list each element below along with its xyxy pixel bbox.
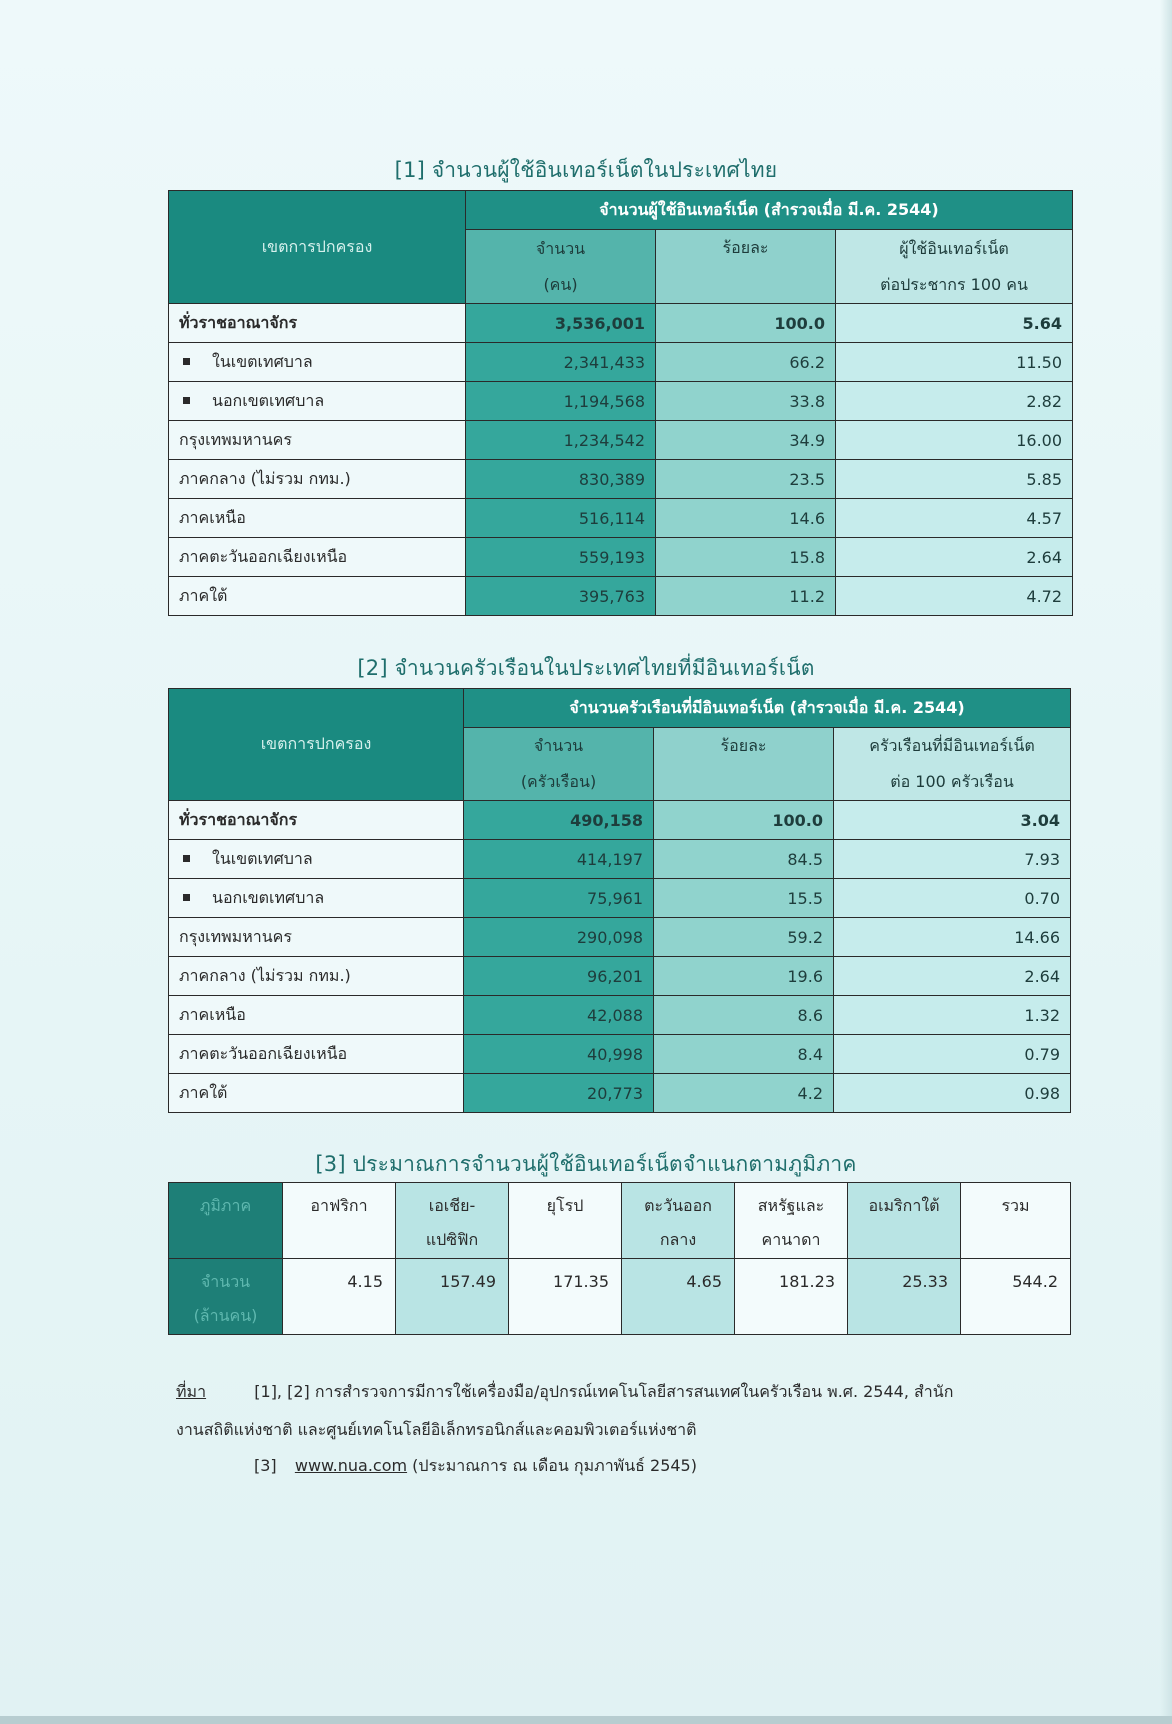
region-column-header: เขตการปกครอง — [169, 191, 466, 304]
row-label: กรุงเทพมหานคร — [169, 421, 466, 460]
table1-title: [1] จำนวนผู้ใช้อินเทอร์เน็ตในประเทศไทย — [394, 158, 778, 182]
row-label: ภาคกลาง (ไม่รวม กทม.) — [169, 957, 464, 996]
ratio-cell: 2.64 — [834, 957, 1071, 996]
per-capita-header: ผู้ใช้อินเทอร์เน็ต ต่อประชากร 100 คน — [836, 230, 1073, 304]
table2-title: [2] จำนวนครัวเรือนในประเทศไทยที่มีอินเทอร์เน็ต — [357, 656, 815, 680]
bullet-icon — [183, 397, 190, 404]
bullet-icon — [183, 855, 190, 862]
scan-bottom-edge — [0, 1716, 1172, 1724]
ratio-cell: 3.04 — [834, 801, 1071, 840]
percent-cell: 8.4 — [654, 1035, 834, 1074]
ratio-cell: 0.79 — [834, 1035, 1071, 1074]
table-row — [169, 918, 1071, 957]
per-household-header: ครัวเรือนที่มีอินเทอร์เน็ต ต่อ 100 ครัวเรือน — [834, 728, 1071, 801]
region-value: 544.2 — [961, 1259, 1071, 1335]
source-line-2: งานสถิติแห่งชาติ และศูนย์เทคโนโลยีอิเล็กทรอนิกส์และคอมพิวเตอร์แห่งชาติ — [176, 1420, 697, 1439]
table-row — [169, 996, 1071, 1035]
percent-cell: 100.0 — [656, 304, 836, 343]
percent-header: ร้อยละ — [656, 230, 836, 304]
count-cell: 3,536,001 — [466, 304, 656, 343]
table-row — [169, 879, 1071, 918]
percent-cell: 14.6 — [656, 499, 836, 538]
table-row — [169, 801, 1071, 840]
region-value: 181.23 — [735, 1259, 848, 1335]
percent-cell: 84.5 — [654, 840, 834, 879]
row-label: ในเขตเทศบาล — [169, 343, 466, 382]
ratio-cell: 2.82 — [836, 382, 1073, 421]
region-value: 4.65 — [622, 1259, 735, 1335]
row-label: ภาคใต้ — [169, 1074, 464, 1113]
source-label: ที่มา — [176, 1382, 207, 1401]
count-cell: 414,197 — [464, 840, 654, 879]
count-cell: 290,098 — [464, 918, 654, 957]
count-cell: 395,763 — [466, 577, 656, 616]
ratio-cell: 0.70 — [834, 879, 1071, 918]
table-row — [169, 957, 1071, 996]
table-row — [169, 382, 1073, 421]
source-text-1: [1], [2] การสำรวจการมีการใช้เครื่องมือ/อุปกรณ์เทคโนโลยีสารสนเทศในครัวเรือน พ.ศ. 2544, สำนัก — [254, 1382, 954, 1401]
percent-cell: 34.9 — [656, 421, 836, 460]
count-cell: 40,998 — [464, 1035, 654, 1074]
table-row — [169, 1035, 1071, 1074]
region-header: สหรัฐและ คานาดา — [735, 1183, 848, 1259]
count-cell: 559,193 — [466, 538, 656, 577]
percent-cell: 33.8 — [656, 382, 836, 421]
count-cell: 490,158 — [464, 801, 654, 840]
count-cell: 42,088 — [464, 996, 654, 1035]
region-header: เอเชีย- แปซิฟิก — [396, 1183, 509, 1259]
percent-cell: 23.5 — [656, 460, 836, 499]
percent-cell: 15.5 — [654, 879, 834, 918]
region-value: 4.15 — [283, 1259, 396, 1335]
ratio-cell: 2.64 — [836, 538, 1073, 577]
ratio-cell: 7.93 — [834, 840, 1071, 879]
table-row — [169, 577, 1073, 616]
percent-cell: 15.8 — [656, 538, 836, 577]
ratio-cell: 4.57 — [836, 499, 1073, 538]
count-cell: 75,961 — [464, 879, 654, 918]
ratio-cell: 5.64 — [836, 304, 1073, 343]
region-value: 157.49 — [396, 1259, 509, 1335]
row-label: ภาคเหนือ — [169, 996, 464, 1035]
ratio-cell: 11.50 — [836, 343, 1073, 382]
row-label: ในเขตเทศบาล — [169, 840, 464, 879]
source-link[interactable]: www.nua.com — [294, 1456, 408, 1475]
count-cell: 20,773 — [464, 1074, 654, 1113]
scan-edge — [1160, 0, 1172, 1724]
percent-cell: 4.2 — [654, 1074, 834, 1113]
count-cell: 830,389 — [466, 460, 656, 499]
percent-cell: 59.2 — [654, 918, 834, 957]
bullet-icon — [183, 894, 190, 901]
percent-cell: 8.6 — [654, 996, 834, 1035]
row-label: นอกเขตเทศบาล — [169, 382, 466, 421]
count-cell: 2,341,433 — [466, 343, 656, 382]
source-line-3: [3] www.nua.com (ประมาณการ ณ เดือน กุมภาพันธ์ 2545) — [254, 1456, 697, 1475]
group-header: จำนวนครัวเรือนที่มีอินเทอร์เน็ต (สำรวจเมื่อ มี.ค. 2544) — [464, 689, 1071, 728]
row-label: ภาคตะวันออกเฉียงเหนือ — [169, 1035, 464, 1074]
group-header: จำนวนผู้ใช้อินเทอร์เน็ต (สำรวจเมื่อ มี.ค. 2544) — [466, 191, 1073, 230]
ratio-cell: 1.32 — [834, 996, 1071, 1035]
count-header: จำนวน (คน) — [466, 230, 656, 304]
percent-cell: 66.2 — [656, 343, 836, 382]
ratio-cell: 4.72 — [836, 577, 1073, 616]
regional-estimate-table — [168, 1182, 1071, 1335]
percent-header: ร้อยละ — [654, 728, 834, 801]
row-label: ภาคเหนือ — [169, 499, 466, 538]
row-label: ทั่วราชอาณาจักร — [169, 801, 464, 840]
region-value: 171.35 — [509, 1259, 622, 1335]
region-header: ตะวันออก กลาง — [622, 1183, 735, 1259]
table-row — [169, 1074, 1071, 1113]
region-header: อเมริกาใต้ — [848, 1183, 961, 1259]
ratio-cell: 16.00 — [836, 421, 1073, 460]
percent-cell: 11.2 — [656, 577, 836, 616]
region-corner-header: ภูมิภาค — [169, 1183, 283, 1259]
table-row — [169, 499, 1073, 538]
region-column-header: เขตการปกครอง — [169, 689, 464, 801]
household-internet-table — [168, 688, 1071, 1113]
count-header: จำนวน (ครัวเรือน) — [464, 728, 654, 801]
region-header: อาฟริกา — [283, 1183, 396, 1259]
internet-users-table — [168, 190, 1073, 616]
count-cell: 516,114 — [466, 499, 656, 538]
region-header: รวม — [961, 1183, 1071, 1259]
table-row — [169, 840, 1071, 879]
count-cell: 96,201 — [464, 957, 654, 996]
region-value: 25.33 — [848, 1259, 961, 1335]
table-row — [169, 343, 1073, 382]
ratio-cell: 0.98 — [834, 1074, 1071, 1113]
table3-title: [3] ประมาณการจำนวนผู้ใช้อินเทอร์เน็ตจำแนกตามภูมิภาค — [315, 1152, 857, 1176]
table-row — [169, 538, 1073, 577]
count-row-header: จำนวน (ล้านคน) — [169, 1259, 283, 1335]
ratio-cell: 5.85 — [836, 460, 1073, 499]
table-row — [169, 421, 1073, 460]
row-label: ภาคใต้ — [169, 577, 466, 616]
table-row — [169, 304, 1073, 343]
count-cell: 1,234,542 — [466, 421, 656, 460]
bullet-icon — [183, 358, 190, 365]
ratio-cell: 14.66 — [834, 918, 1071, 957]
row-label: กรุงเทพมหานคร — [169, 918, 464, 957]
source-line-1 — [176, 1380, 953, 1405]
percent-cell: 19.6 — [654, 957, 834, 996]
region-header: ยุโรป — [509, 1183, 622, 1259]
count-cell: 1,194,568 — [466, 382, 656, 421]
percent-cell: 100.0 — [654, 801, 834, 840]
row-label: ภาคกลาง (ไม่รวม กทม.) — [169, 460, 466, 499]
row-label: นอกเขตเทศบาล — [169, 879, 464, 918]
row-label: ภาคตะวันออกเฉียงเหนือ — [169, 538, 466, 577]
row-label: ทั่วราชอาณาจักร — [169, 304, 466, 343]
table-row — [169, 460, 1073, 499]
